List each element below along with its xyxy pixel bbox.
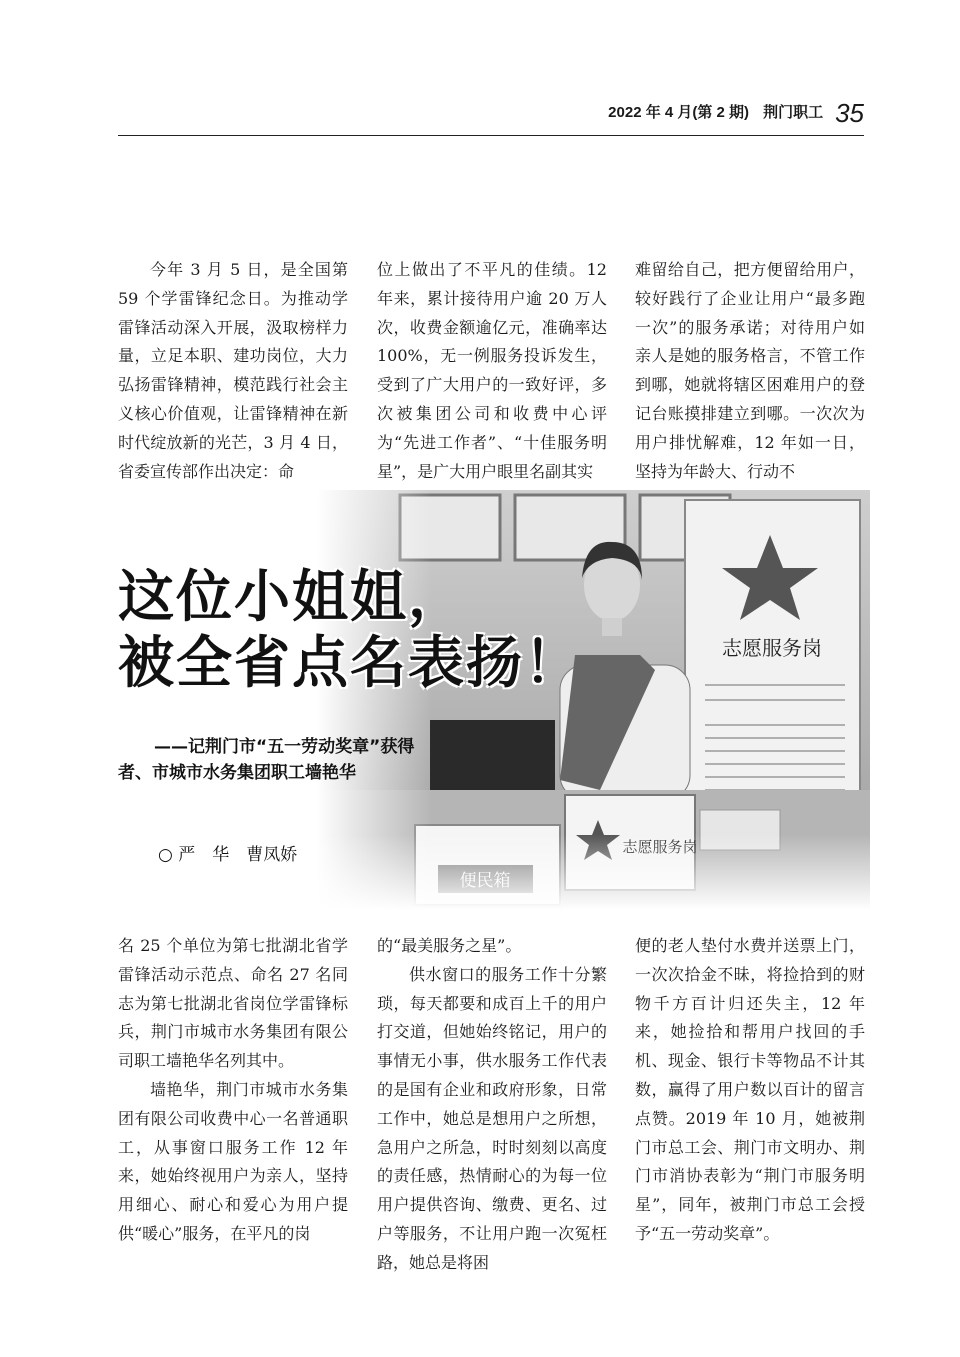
bottom-column-1	[118, 932, 348, 1249]
subtitle-line-2: 者、市城市水务集团职工墙艳华	[118, 763, 356, 783]
paragraph: 便的老人垫付水费并送票上门，一次次拾金不昧，将捡拾到的财物千方百计归还失主，12 年来，她捡拾和帮用户找回的手机、现金、银行卡等物品不计其数，赢得了用户数以百计的留言点赞。2019 年 10 月，她被荆门市总工会、荆门市文明办、荆门市消协表彰为“荆门市服务明星”，同年，被荆门市总工会授予“五一劳动奖章”。	[635, 936, 865, 1243]
subtitle-line-1: ——记荆门市“五一劳动奖章”获得	[154, 737, 415, 757]
paragraph: 今年 3 月 5 日，是全国第 59 个学雷锋纪念日。为推动学雷锋活动深入开展，汲取榜样力量，立足本职、建功岗位，大力弘扬雷锋精神，模范践行社会主义核心价值观，让雷锋精神在新时代绽放新的光芒，3 月 4 日，省委宣传部作出决定：命	[118, 260, 348, 481]
title-line-2: 被全省点名表扬！	[118, 631, 582, 696]
paragraph: 名 25 个单位为第七批湖北省学雷锋活动示范点、命名 27 名同志为第七批湖北省岗位学雷锋标兵，荆门市城市水务集团有限公司职工墙艳华名列其中。	[118, 936, 348, 1071]
page-number: 35	[835, 98, 864, 128]
top-column-2	[377, 256, 607, 486]
paragraph: 难留给自己，把方便留给用户，较好践行了企业让用户“最多跑一次”的服务承诺；对待用户如亲人是她的服务格言，不管工作到哪，她就将辖区困难用户的登记台账摸排建立到哪。一次次为用户排忧解难，12 年如一日，坚持为年龄大、行动不	[635, 260, 865, 481]
paragraph: 位上做出了不平凡的佳绩。12 年来，累计接待用户逾 20 万人次，收费金额逾亿元，准确率达 100%，无一例服务投诉发生，受到了广大用户的一致好评，多次被集团公司和收费中心评为“先进工作者”、“十佳服务明星”，是广大用户眼里名副其实	[377, 260, 607, 481]
issue-date: 2022 年 4 月(第 2 期)	[608, 104, 750, 121]
article-photo	[0, 490, 960, 910]
paragraph: 墙艳华，荆门市城市水务集团有限公司收费中心一名普通职工，从事窗口服务工作 12 年来，她始终视用户为亲人，坚持用细心、耐心和爱心为用户提供“暖心”服务，在平凡的岗	[118, 1079, 348, 1243]
journal-name: 荆门职工	[763, 104, 824, 121]
article-title	[118, 565, 582, 697]
photo-illustration	[0, 490, 960, 910]
page-header	[118, 96, 864, 126]
article-subtitle	[118, 734, 478, 786]
top-column-1	[118, 256, 348, 486]
paragraph: 的“最美服务之星”。	[377, 936, 522, 955]
byline: ○ 严 华 曹凤娇	[158, 845, 298, 865]
header-rule	[118, 135, 864, 136]
bottom-column-2	[377, 932, 607, 1278]
title-line-1: 这位小姐姐，	[118, 565, 466, 630]
top-column-3	[635, 256, 865, 486]
paragraph: 供水窗口的服务工作十分繁琐，每天都要和成百上千的用户打交道，但她始终铭记，用户的事情无小事，供水服务工作代表的是国有企业和政府形象，日常工作中，她总是想用户之所想，急用户之所急，时时刻刻以高度的责任感，热情耐心的为每一位用户提供咨询、缴费、更名、过户等服务，不让用户跑一次冤枉路，她总是将困	[377, 964, 607, 1272]
bottom-column-3	[635, 932, 865, 1249]
